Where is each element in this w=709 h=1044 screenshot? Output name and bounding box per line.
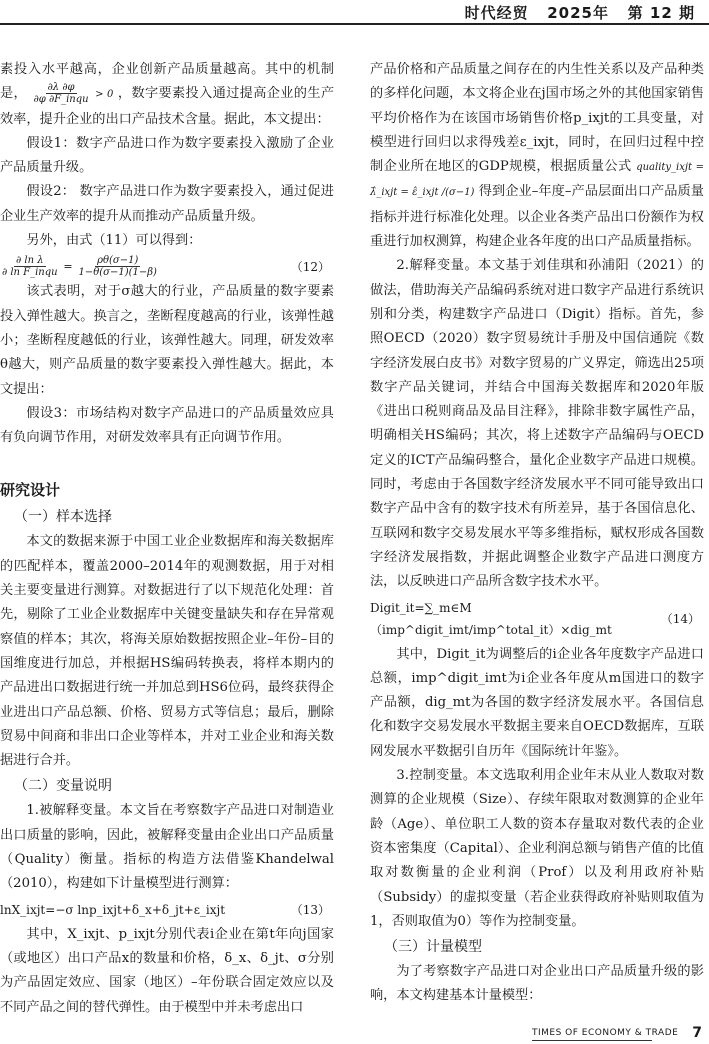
inline-fraction bbox=[32, 82, 91, 105]
fraction-relation: > 0 bbox=[95, 89, 114, 101]
page-header bbox=[0, 0, 709, 26]
text-span: 素投入水平越高，企业创新产品质量越高。其中的机制是， bbox=[0, 62, 334, 102]
equation-number: （12） bbox=[290, 259, 330, 274]
paragraph bbox=[0, 58, 334, 132]
hypothesis-3: 假设3：市场结构对数字产品进口的产品质量效应具有负向调节作用，对研发效率具有正向调节作用。 bbox=[0, 405, 334, 446]
text-span: 得到企业–年度–产品层面出口产品质量指标并进行标准化处理。以企业各类产品出口份额作为权重进行加权测算，构建企业各年度的出口产品质量指标。 bbox=[370, 184, 704, 250]
fraction-numerator: ∂ ln λ bbox=[16, 255, 44, 267]
spacer bbox=[0, 450, 334, 474]
text-span: ，数字要素投入通过提高企业的生产效率，提升企业的出口产品技术含量。据此，本文提出： bbox=[0, 86, 335, 127]
fraction-denominator: ∂φ ∂F_inqu bbox=[33, 94, 89, 106]
section-title: 研究设计 bbox=[0, 481, 61, 500]
paragraph: 本文的数据来源于中国工业企业数据库和海关数据库的匹配样本，覆盖2000–2014年的观测数据，用于对相关主要变量进行测算。对数据进行了以下规范化处理：首先，剔除了工业企业数据库中关键变量缺失和存在异常观察值的样本；其次，将海关原始数据按照企业–年份–目的国维度进行加总，并根据HS编码转换表，将样本期内的产品进出口数据进行统一并加总到HS6位码，最终获得企业进出口产品总额、价格、贸易方式等信息；最后，删除贸易中间商和非出口企业等样本，并对工业企业和海关数据进行合并。 bbox=[0, 534, 334, 769]
quality-formula: quality_ixjt = λ̂_ixjt = ε̂_ixjt /(σ−1) bbox=[370, 162, 704, 199]
equation-14 bbox=[370, 595, 704, 643]
journal-issue: 第 12 期 bbox=[627, 4, 695, 22]
footer-journal-name: TIMES OF ECONOMY & TRADE bbox=[532, 1028, 679, 1038]
paragraph: 该式表明，对于σ越大的行业，产品质量的数字要素投入弹性越大。换言之，垄断程度越高的行业，该弹性越小；垄断程度越低的行业，该弹性越大。同理，研发效率θ越大，则产品质量的数字要素投入弹性越大。据此，本文提出： bbox=[0, 284, 334, 397]
journal-header bbox=[465, 2, 695, 23]
paragraph: 2.解释变量。本文基于刘佳琪和孙浦阳（2021）的做法，借助海关产品编码系统对进口数字产品进行系统识别和分类，构建数字产品进口（Digit）指标。首先，参照OECD（2020）数字贸易统计手册及中国信通院《数字经济发展白皮书》对数字贸易的广义界定，筛选出25项数字产品关键词，并结合中国海关数据库和2020年版《进出口税则商品及品目注释》，排除非数字属性产品，明确相关HS编码；其次，将上述数字产品编码与OECD定义的ICT产品编码整合，量化企业数字产品进口规模。同时，考虑由于各国数字经济发展水平不同可能导致出口数字产品中含有的数字技术有所差异，基于各国信息化、互联网和数字交易发展水平等多维指标，赋权形成各国数字经济发展指数，并据此调整企业数字产品进口测度方法，以反映进口产品所含数字技术水平。 bbox=[370, 258, 704, 590]
subsection-title: （一）样本选择 bbox=[14, 509, 112, 526]
equation-number: （14） bbox=[660, 611, 700, 626]
equation-body: lnX_ixjt=−σ lnp_ixjt+δ_x+δ_jt+ε_ixjt bbox=[0, 902, 226, 917]
equation-12 bbox=[0, 253, 334, 280]
paragraph: 3.控制变量。本文选取利用企业年末从业人数取对数测算的企业规模（Size）、存续年限取对数测算的企业年龄（Age）、单位职工人数的资本存量取对数代表的企业资本密集度（Capital）、企业利润总额与销售产值的比值取对数衡量的企业利润（Prof）以及利用政府补贴（Subsidy）的虚拟变量（若企业获得政府补贴则取值为1，否则取值为0）等作为控制变量。 bbox=[370, 768, 704, 929]
right-column bbox=[370, 58, 704, 1009]
equation-body: Digit_it=∑_m∈M（imp^digit_imt/imp^total_it）×dig_mt bbox=[370, 600, 612, 637]
paragraph: 另外，由式（11）可以得到： bbox=[26, 233, 202, 249]
header-rule bbox=[0, 23, 709, 25]
text-span: 产品价格和产品质量之间存在的内生性关系以及产品种类的多样化问题，本文将企业在j国市场之外的其他国家销售平均价格作为在该国市场销售价格p_ixjt的工具变量，对模型进行回归以求得残差ε_ixjt，同时，在回归过程中控制企业所在地区的GDP规模，根据质量公式 bbox=[370, 62, 704, 175]
paragraph: 为了考察数字产品进口对企业出口产品质量升级的影响，本文构建基本计量模型： bbox=[370, 964, 704, 1004]
journal-year: 2025年 bbox=[547, 4, 609, 22]
equation-body bbox=[0, 255, 159, 278]
fraction-denominator: ∂ ln F_inqu bbox=[2, 267, 58, 279]
paragraph: 1.被解释变量。本文旨在考察数字产品进口对制造业出口质量的影响，因此，被解释变量由企业出口产品质量（Quality）衡量。指标的构造方法借鉴Khandelwal（2010），构建如下计量模型进行测算： bbox=[0, 803, 334, 892]
fraction-numerator: ρθ(σ−1) bbox=[97, 255, 139, 267]
hypothesis-2: 假设2： 数字产品进口作为数字要素投入，通过促进企业生产效率的提升从而推动产品质量升级。 bbox=[0, 184, 334, 224]
fraction-numerator: ∂λ ∂φ bbox=[47, 82, 75, 94]
equals-sign: = bbox=[63, 260, 73, 274]
footer-rule bbox=[532, 1040, 652, 1041]
fraction-denominator: 1−θ(σ−1)(1−β) bbox=[78, 267, 157, 279]
left-column bbox=[0, 58, 334, 1020]
subsection-title: （二）变量说明 bbox=[14, 778, 112, 795]
subsection-title: （三）计量模型 bbox=[384, 939, 482, 956]
journal-name: 时代经贸 bbox=[464, 4, 529, 22]
hypothesis-1: 假设1：数字产品进口作为数字要素投入激励了企业产品质量升级。 bbox=[0, 135, 334, 176]
paragraph: 其中，Digit_it为调整后的i企业各年度数字产品进口总额，imp^digit_imt为i企业各年度从m国进口的数字产品额，dig_mt为各国的数字经济发展水平。各国信息化和数字交易发展水平数据主要来自OECD数据库，互联网发展水平数据引自历年《国际统计年鉴》。 bbox=[370, 646, 704, 759]
paragraph bbox=[370, 58, 704, 254]
paragraph: 其中，X_ixjt、p_ixjt分别代表i企业在第t年向j国家（或地区）出口产品x的数量和价格，δ_x、δ_jt、σ分别为产品固定效应、国家（地区）–年份联合固定效应以及不同产品之间的替代弹性。由于模型中并未考虑出口 bbox=[0, 926, 334, 1015]
equation-number: （13） bbox=[290, 902, 330, 917]
fraction bbox=[0, 255, 60, 278]
equation-13 bbox=[0, 897, 334, 923]
page-number: 7 bbox=[692, 1025, 702, 1041]
fraction bbox=[76, 255, 158, 278]
page-footer bbox=[532, 1025, 702, 1042]
